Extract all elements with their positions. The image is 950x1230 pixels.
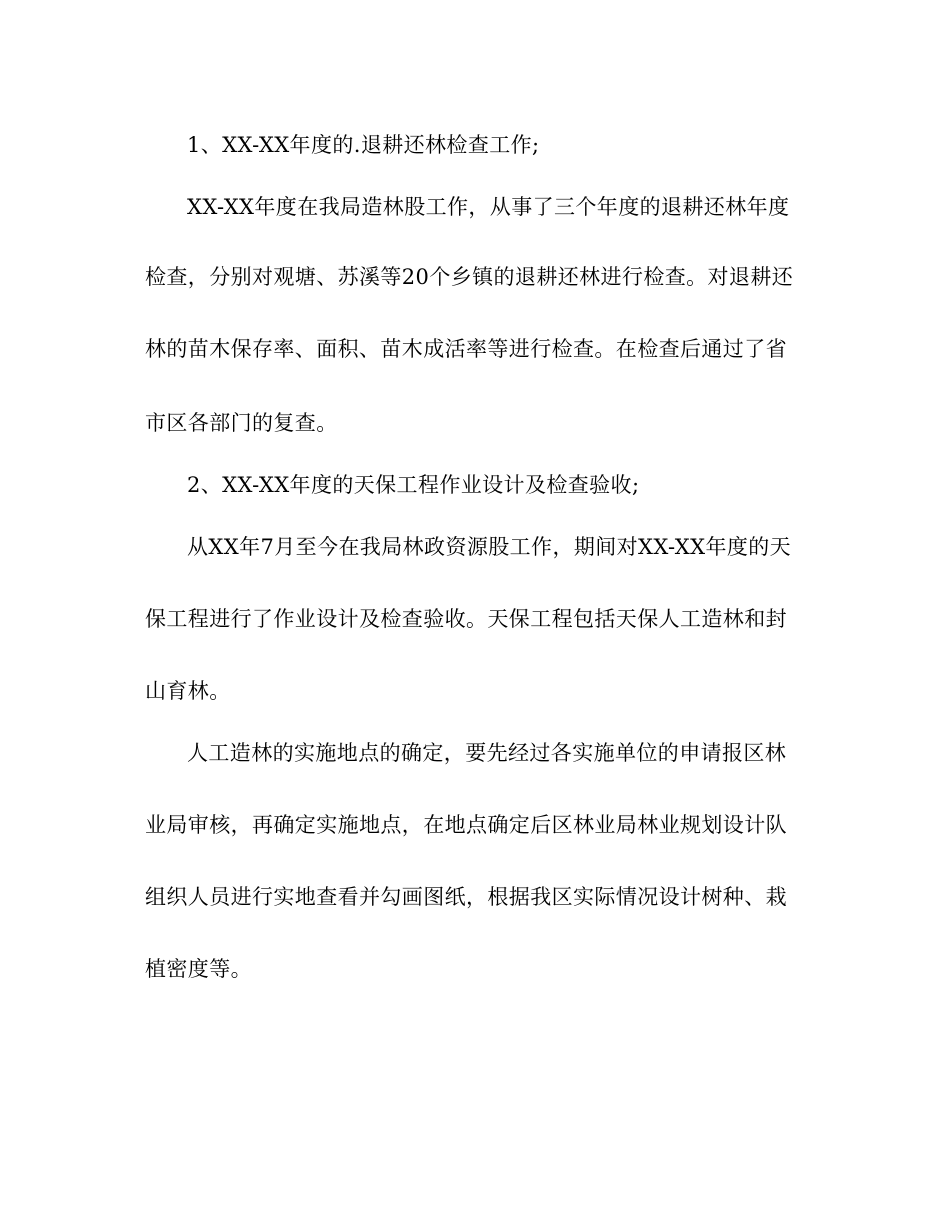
paragraph-line: 山育林。 [145,679,231,703]
paragraph-line: 检查，分别对观塘、苏溪等20个乡镇的退耕还林进行检查。对退耕还 [145,265,794,289]
paragraph-line: 组织人员进行实地查看并勾画图纸，根据我区实际情况设计树种、栽 [145,885,787,909]
section-heading-1: 1、XX-XX年度的.退耕还林检查工作; [187,133,540,157]
paragraph-line: XX-XX年度在我局造林股工作，从事了三个年度的退耕还林年度 [187,195,790,219]
paragraph-line: 市区各部门的复查。 [145,411,338,435]
paragraph-line: 从XX年7月至今在我局林政资源股工作，期间对XX-XX年度的天 [187,535,792,559]
paragraph-line: 林的苗木保存率、面积、苗木成活率等进行检查。在检查后通过了省 [145,337,787,361]
paragraph-line: 人工造林的实施地点的确定，要先经过各实施单位的申请报区林 [187,741,787,765]
paragraph-line: 保工程进行了作业设计及检查验收。天保工程包括天保人工造林和封 [145,607,787,631]
section-heading-2: 2、XX-XX年度的天保工程作业设计及检查验收; [187,473,640,497]
paragraph-line: 植密度等。 [145,957,252,981]
paragraph-line: 业局审核，再确定实施地点，在地点确定后区林业局林业规划设计队 [145,813,787,837]
